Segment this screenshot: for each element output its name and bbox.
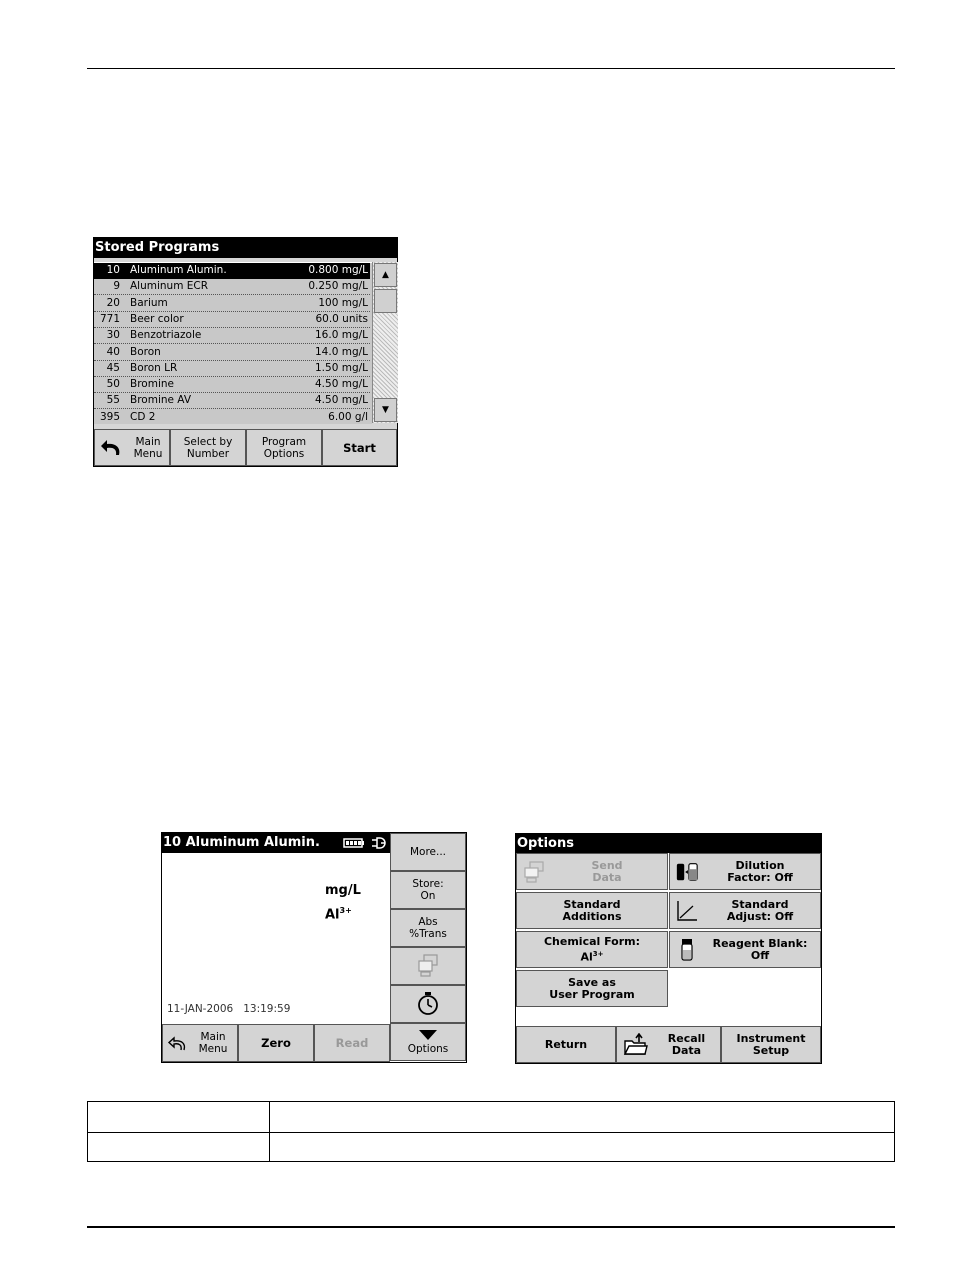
- dilution-vials-icon: [675, 860, 699, 884]
- select-by-number-button[interactable]: [170, 429, 246, 466]
- stored-programs-screen: [93, 237, 398, 467]
- program-list[interactable]: [94, 262, 372, 424]
- program-range: 4.50 mg/L: [315, 378, 368, 391]
- program-row[interactable]: [94, 361, 370, 377]
- program-row[interactable]: [94, 328, 370, 344]
- options-button[interactable]: [390, 1023, 466, 1061]
- reagent-label-1: Reagent Blank:: [712, 936, 808, 950]
- program-range: 4.50 mg/L: [315, 394, 368, 407]
- abs-label-1: Abs: [418, 916, 438, 928]
- program-name: Boron LR: [130, 361, 178, 374]
- chemical-form-label: [325, 901, 361, 925]
- send-data-button[interactable]: [390, 947, 466, 985]
- measurement-title: [162, 833, 391, 853]
- program-name: Barium: [130, 296, 168, 309]
- standard-adjust-button[interactable]: [669, 892, 821, 929]
- battery-icon: [343, 838, 365, 848]
- program-number: 55: [106, 394, 120, 407]
- program-row[interactable]: [94, 296, 370, 312]
- program-range: 14.0 mg/L: [315, 345, 368, 358]
- dilution-factor-button[interactable]: [669, 853, 821, 890]
- program-title: 10 Aluminum Alumin.: [163, 835, 320, 850]
- chem-form-label-2: Al: [580, 950, 593, 964]
- program-row[interactable]: [94, 377, 370, 393]
- chem-form-label-1: Chemical Form:: [543, 934, 641, 948]
- program-options-label-2: Options: [263, 447, 305, 460]
- program-row[interactable]: [94, 410, 370, 424]
- main-menu-button[interactable]: [94, 429, 170, 466]
- std-add-label-1: Standard: [563, 897, 621, 911]
- main-menu-label-2: Menu: [133, 447, 163, 460]
- save-label-2: User Program: [549, 987, 635, 1001]
- program-number: 40: [106, 345, 120, 358]
- program-options-button[interactable]: [246, 429, 322, 466]
- program-row[interactable]: [94, 312, 370, 328]
- program-number: 10: [106, 264, 120, 276]
- program-number: 9: [113, 280, 120, 293]
- program-name: Bromine: [130, 378, 174, 391]
- scroll-down-button[interactable]: ▼: [374, 398, 397, 422]
- send-data-label-1: Send: [591, 858, 623, 872]
- save-label-1: Save as: [568, 975, 616, 989]
- computer-icon: [416, 953, 440, 979]
- chem-form-charge: 3+: [592, 949, 604, 958]
- recall-label-1: Recall: [667, 1031, 706, 1045]
- program-name: Aluminum Alumin.: [130, 264, 227, 276]
- program-name: Benzotriazole: [130, 329, 202, 342]
- reagent-blank-button[interactable]: [669, 931, 821, 968]
- program-range: 60.0 units: [315, 312, 368, 325]
- standard-additions-button[interactable]: [516, 892, 668, 929]
- program-row[interactable]: [94, 279, 370, 295]
- scrollbar[interactable]: [372, 262, 398, 423]
- program-range: 0.800 mg/L: [308, 264, 368, 276]
- program-row[interactable]: [94, 263, 370, 279]
- zero-button[interactable]: Zero: [238, 1024, 314, 1062]
- back-arrow-icon: [99, 437, 125, 459]
- main-menu-label-1: Main: [135, 435, 161, 448]
- program-range: 16.0 mg/L: [315, 329, 368, 342]
- down-triangle-icon: [419, 1030, 437, 1040]
- return-button[interactable]: Return: [516, 1026, 616, 1063]
- std-adj-label-2: Adjust: Off: [726, 909, 794, 923]
- program-name: Bromine AV: [130, 394, 192, 407]
- program-number: 30: [106, 329, 120, 342]
- select-label-1: Select by: [183, 435, 233, 448]
- empty-table: [87, 1101, 895, 1162]
- header-rule: [87, 68, 895, 69]
- send-data-button[interactable]: [516, 853, 668, 890]
- program-name: CD 2: [130, 410, 156, 423]
- options-label: Options: [407, 1042, 449, 1055]
- store-label-2: On: [420, 890, 436, 902]
- program-name: Beer color: [130, 312, 184, 325]
- date: 11-JAN-2006: [167, 1003, 234, 1015]
- program-name: Aluminum ECR: [130, 280, 209, 293]
- main-menu-label-1: Main: [200, 1031, 226, 1043]
- options-title: Options: [516, 834, 822, 853]
- program-number: 45: [106, 361, 120, 374]
- datetime: [167, 1003, 290, 1015]
- program-options-label-1: Program: [261, 435, 307, 448]
- save-user-program-button[interactable]: [516, 970, 668, 1007]
- computer-icon: [522, 860, 546, 884]
- program-number: 50: [106, 378, 120, 391]
- back-arrow-icon: [167, 1035, 189, 1053]
- dilution-label-2: Factor: Off: [727, 870, 793, 884]
- screen-title: Stored Programs: [94, 238, 398, 258]
- time: 13:19:59: [243, 1003, 291, 1015]
- folder-icon: [623, 1033, 649, 1057]
- program-number: 395: [99, 410, 120, 423]
- program-range: 6.00 g/l: [328, 410, 368, 423]
- dilution-label-1: Dilution: [735, 858, 785, 872]
- chemical-form: Al: [325, 907, 340, 923]
- start-button[interactable]: Start: [322, 429, 397, 466]
- chemical-form-button[interactable]: [516, 931, 668, 968]
- std-add-label-2: Additions: [562, 909, 622, 923]
- abs-trans-button[interactable]: [390, 909, 466, 947]
- calibration-graph-icon: [675, 899, 699, 923]
- setup-label-2: Setup: [752, 1043, 790, 1057]
- program-range: 100 mg/L: [318, 296, 368, 309]
- measurement-screen: [161, 832, 467, 1063]
- table-column-divider: [269, 1102, 270, 1161]
- main-menu-label-2: Menu: [198, 1043, 228, 1055]
- more-button[interactable]: More...: [390, 833, 466, 871]
- program-number: 771: [99, 312, 120, 325]
- instrument-setup-button[interactable]: [721, 1026, 821, 1063]
- scroll-thumb[interactable]: [374, 289, 397, 313]
- program-number: 20: [106, 296, 120, 309]
- plug-icon: [370, 837, 386, 849]
- store-label-1: Store:: [412, 878, 444, 890]
- abs-label-2: %Trans: [409, 928, 447, 940]
- store-button[interactable]: [390, 871, 466, 909]
- program-row[interactable]: [94, 345, 370, 361]
- send-data-label-2: Data: [592, 870, 622, 884]
- program-name: Boron: [130, 345, 161, 358]
- recall-label-2: Data: [671, 1043, 702, 1057]
- read-button[interactable]: Read: [314, 1024, 390, 1062]
- scroll-up-button[interactable]: ▲: [374, 263, 397, 287]
- std-adj-label-1: Standard: [731, 897, 789, 911]
- chemical-charge: 3+: [339, 906, 352, 915]
- result-display: [325, 881, 361, 925]
- timer-icon: [416, 991, 440, 1017]
- footer-rule: [87, 1226, 895, 1228]
- recall-data-button[interactable]: [616, 1026, 721, 1063]
- main-menu-button[interactable]: [162, 1024, 238, 1062]
- program-range: 1.50 mg/L: [315, 361, 368, 374]
- program-range: 0.250 mg/L: [308, 280, 368, 293]
- table-row-divider: [88, 1132, 894, 1133]
- unit-label: mg/L: [325, 883, 361, 898]
- reagent-label-2: Off: [750, 948, 770, 962]
- program-row[interactable]: [94, 393, 370, 409]
- timer-button[interactable]: [390, 985, 466, 1023]
- setup-label-1: Instrument: [736, 1031, 806, 1045]
- select-label-2: Number: [186, 447, 230, 460]
- options-screen: [515, 833, 822, 1064]
- reagent-vial-icon: [675, 938, 699, 962]
